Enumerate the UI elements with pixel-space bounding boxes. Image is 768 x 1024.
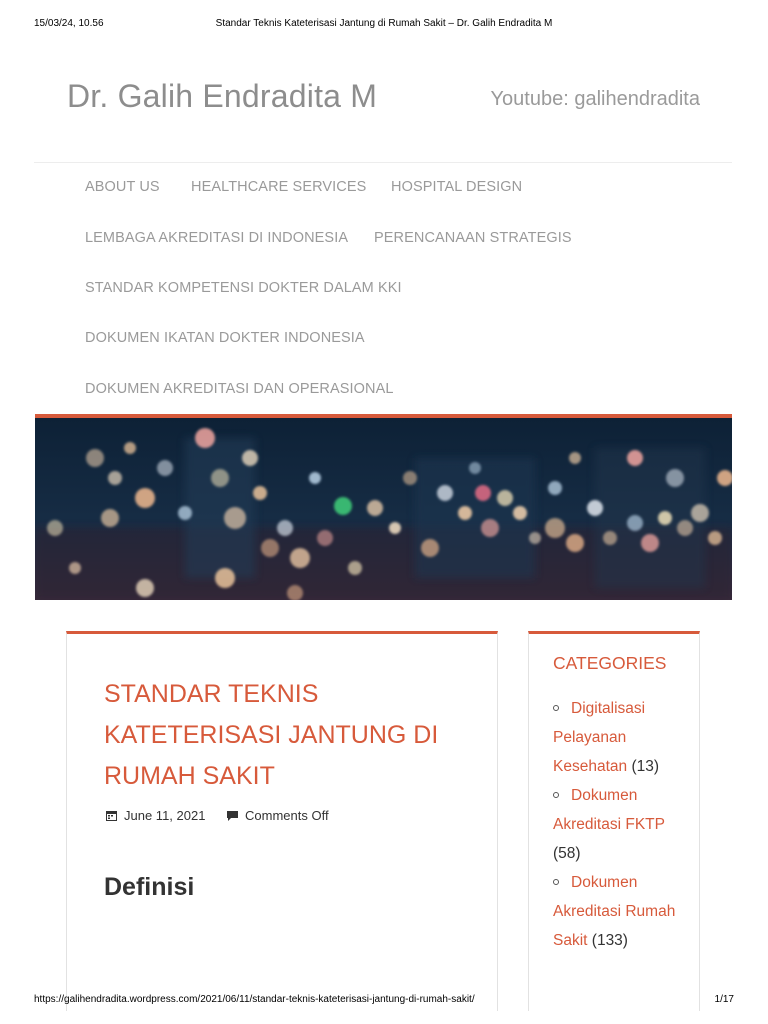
nav-item-perencanaan-strategis[interactable]: PERENCANAAN STRATEGIS — [374, 230, 572, 246]
city-bokeh-image — [35, 418, 732, 600]
category-item — [553, 781, 693, 868]
bokeh-light — [317, 530, 333, 546]
bokeh-light — [421, 539, 439, 557]
bokeh-light — [108, 471, 122, 485]
bokeh-light — [211, 469, 229, 487]
post-comments[interactable] — [226, 808, 329, 823]
bokeh-light — [403, 471, 417, 485]
post-date[interactable] — [105, 808, 205, 823]
category-item — [553, 694, 693, 781]
calendar-icon — [105, 809, 118, 822]
post-comments-text: Comments Off — [245, 808, 329, 823]
print-document-title: Standar Teknis Kateterisasi Jantung di Rumah Sakit – Dr. Galih Endradita M — [215, 18, 553, 29]
nav-item-dokumen-akreditasi[interactable]: DOKUMEN AKREDITASI DAN OPERASIONAL — [85, 381, 394, 397]
bokeh-light — [666, 469, 684, 487]
bokeh-light — [603, 531, 617, 545]
category-link-dokumen-fktp[interactable]: Dokumen Akreditasi FKTP — [553, 787, 665, 833]
circle-bullet-icon — [553, 792, 559, 798]
print-header — [34, 18, 734, 32]
nav-item-healthcare-services[interactable]: HEALTHCARE SERVICES — [191, 179, 367, 195]
bokeh-light — [178, 506, 192, 520]
nav-item-about-us[interactable]: ABOUT US — [85, 179, 160, 195]
bokeh-light — [691, 504, 709, 522]
bokeh-light — [157, 460, 173, 476]
bokeh-light — [481, 519, 499, 537]
nav-item-standar-kompetensi[interactable]: STANDAR KOMPETENSI DOKTER DALAM KKI — [85, 280, 402, 296]
category-link-digitalisasi[interactable]: Digitalisasi Pelayanan Kesehatan — [553, 700, 646, 775]
bokeh-light — [548, 481, 562, 495]
bokeh-light — [309, 472, 321, 484]
site-tagline: Youtube: galihendradita — [490, 88, 700, 110]
print-url: https://galihendradita.wordpress.com/2021/06/11/standar-teknis-kateterisasi-jantung-di-rumah-sakit/ — [34, 994, 475, 1005]
bokeh-light — [677, 520, 693, 536]
print-timestamp: 15/03/24, 10.56 — [34, 18, 104, 29]
bokeh-light — [475, 485, 491, 501]
circle-bullet-icon — [553, 705, 559, 711]
category-item — [553, 868, 693, 955]
bokeh-light — [708, 531, 722, 545]
bokeh-light — [348, 561, 362, 575]
comment-icon — [226, 809, 239, 822]
bokeh-light — [136, 579, 154, 597]
category-count: (58) — [553, 845, 581, 862]
post-date-text: June 11, 2021 — [124, 808, 206, 823]
bokeh-light — [253, 486, 267, 500]
bokeh-light — [195, 428, 215, 448]
bokeh-light — [627, 515, 643, 531]
bokeh-light — [545, 518, 565, 538]
categories-widget-title: CATEGORIES — [553, 653, 667, 673]
nav-item-lembaga-akreditasi[interactable]: LEMBAGA AKREDITASI DI INDONESIA — [85, 230, 349, 246]
bokeh-light — [641, 534, 659, 552]
bokeh-light — [529, 532, 541, 544]
nav-item-hospital-design[interactable]: HOSPITAL DESIGN — [391, 179, 523, 195]
bokeh-light — [334, 497, 352, 515]
bokeh-light — [101, 509, 119, 527]
bokeh-light — [587, 500, 603, 516]
bokeh-light — [135, 488, 155, 508]
bokeh-light — [47, 520, 63, 536]
bokeh-light — [69, 562, 81, 574]
categories-list — [553, 694, 693, 955]
bokeh-light — [261, 539, 279, 557]
nav-item-dokumen-idi[interactable]: DOKUMEN IKATAN DOKTER INDONESIA — [85, 330, 365, 346]
bokeh-light — [124, 442, 136, 454]
category-link-dokumen-rumah-sakit[interactable]: Dokumen Akreditasi Rumah Sakit — [553, 874, 676, 949]
bokeh-light — [389, 522, 401, 534]
header-image — [35, 414, 732, 600]
bokeh-light — [277, 520, 293, 536]
category-count: (13) — [631, 758, 660, 775]
print-footer — [34, 994, 734, 1008]
bokeh-light — [627, 450, 643, 466]
bokeh-light — [497, 490, 513, 506]
bokeh-light — [458, 506, 472, 520]
post-title[interactable]: STANDAR TEKNIS KATETERISASI JANTUNG DI RUMAH SAKIT — [104, 680, 439, 790]
bokeh-light — [215, 568, 235, 588]
bokeh-light — [367, 500, 383, 516]
bokeh-light — [469, 462, 481, 474]
section-heading-definisi: Definisi — [104, 873, 195, 901]
bokeh-light — [242, 450, 258, 466]
bokeh-light — [290, 548, 310, 568]
header-divider — [34, 162, 732, 163]
bokeh-light — [86, 449, 104, 467]
category-count: (133) — [591, 932, 628, 949]
bokeh-light — [569, 452, 581, 464]
bokeh-light — [437, 485, 453, 501]
bokeh-light — [224, 507, 246, 529]
bokeh-light — [513, 506, 527, 520]
print-page-number: 1/17 — [714, 994, 734, 1005]
bokeh-light — [658, 511, 672, 525]
bokeh-light — [566, 534, 584, 552]
circle-bullet-icon — [553, 879, 559, 885]
site-title[interactable]: Dr. Galih Endradita M — [67, 78, 378, 114]
